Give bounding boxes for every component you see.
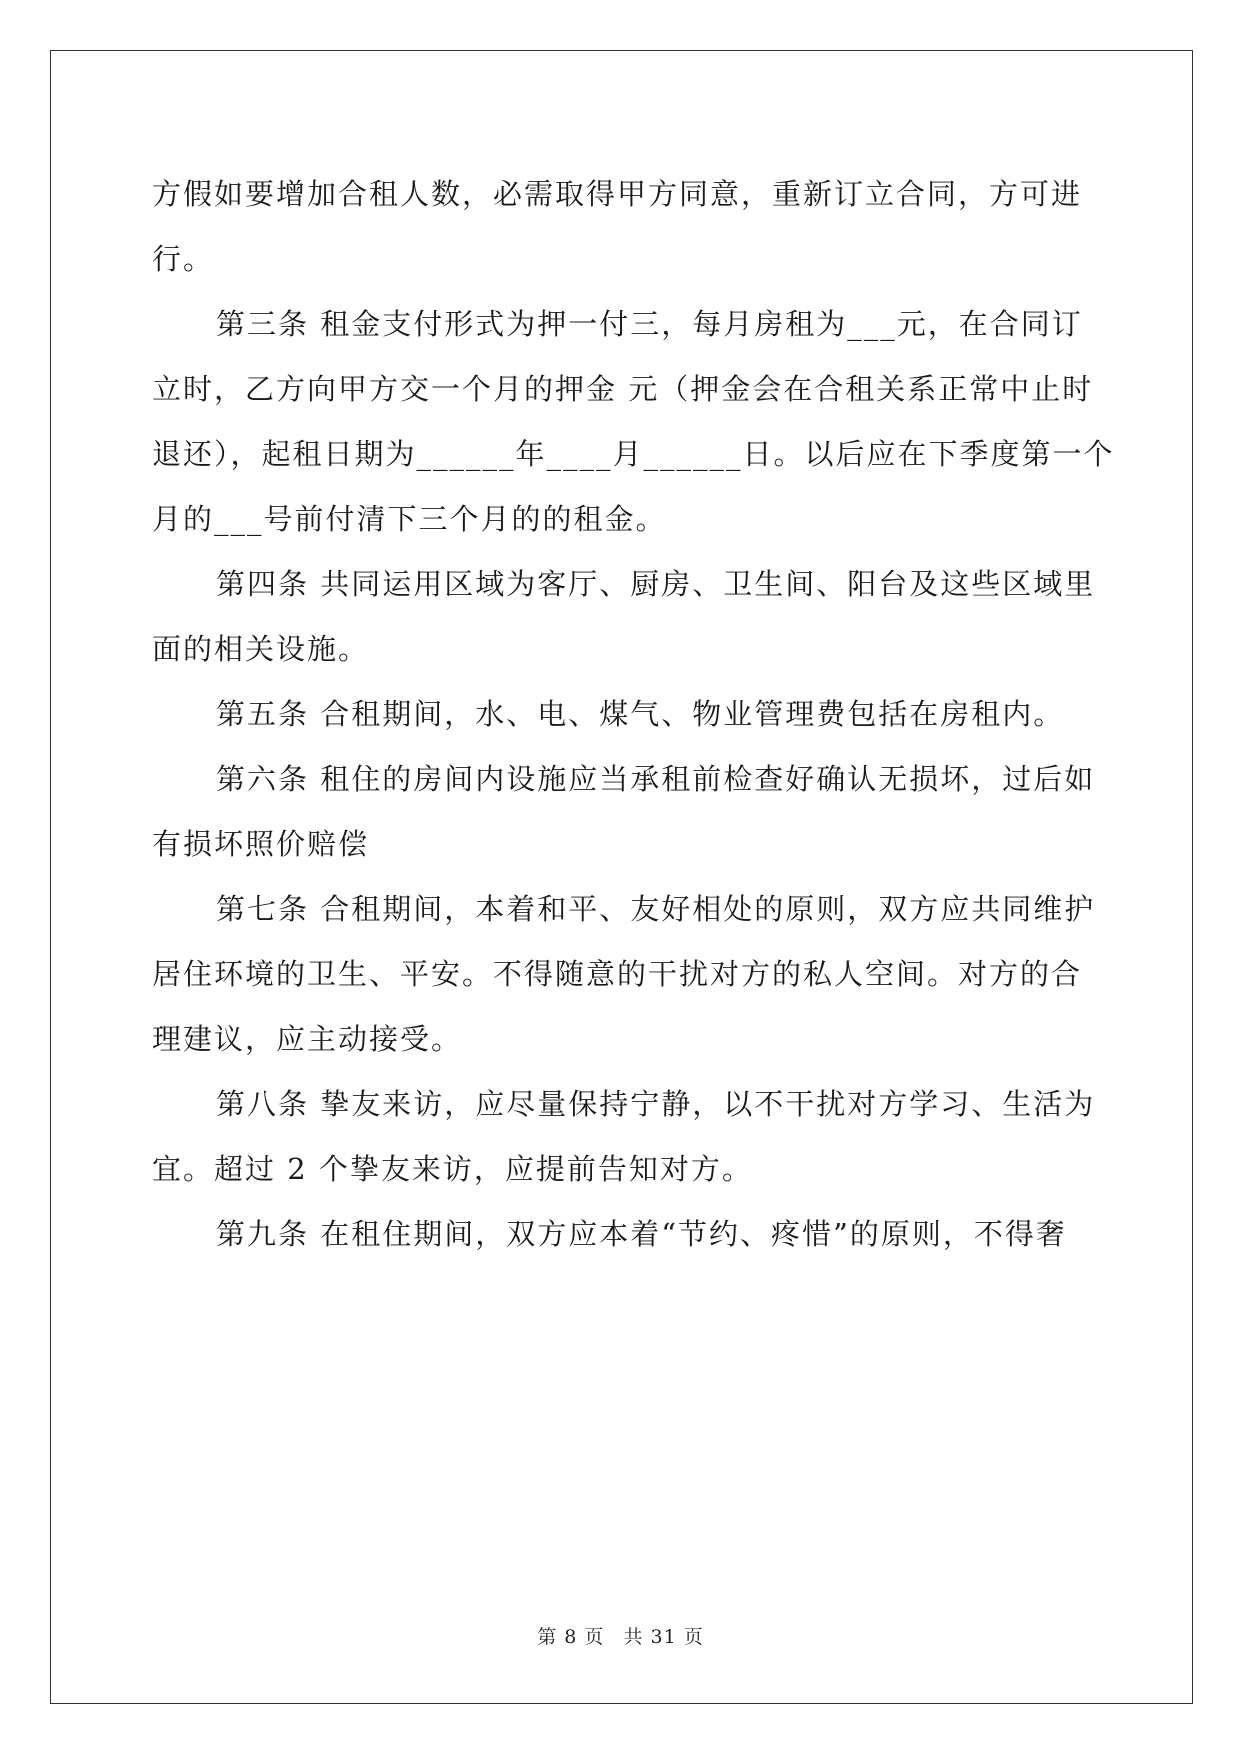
page-number: 第 8 页 bbox=[537, 1626, 605, 1648]
text-line: 宜。超过 2 个挚友来访，应提前告知对方。 bbox=[152, 1152, 753, 1186]
page-total: 共 31 页 bbox=[623, 1626, 704, 1648]
text-line: 行。 bbox=[152, 242, 215, 276]
text-line: 方假如要增加合租人数，必需取得甲方同意，重新订立合同，方可进 bbox=[152, 177, 1083, 211]
text-line: 第五条 合租期间，水、电、煤气、物业管理费包括在房租内。 bbox=[216, 697, 1065, 731]
contract-text bbox=[152, 162, 1115, 1267]
text-line: 第三条 租金支付形式为押一付三，每月房租为___元，在合同订 bbox=[216, 307, 1083, 341]
text-line: 第七条 合租期间，本着和平、友好相处的原则，双方应共同维护 bbox=[216, 892, 1096, 926]
text-line: 立时，乙方向甲方交一个月的押金 元（押金会在合租关系正常中止时 bbox=[152, 372, 1094, 406]
text-line: 月的___号前付清下三个月的的租金。 bbox=[152, 502, 667, 536]
text-line: 居住环境的卫生、平安。不得随意的干扰对方的私人空间。对方的合 bbox=[152, 957, 1083, 991]
text-line: 面的相关设施。 bbox=[152, 632, 370, 666]
text-line: 第六条 租住的房间内设施应当承租前检查好确认无损坏，过后如 bbox=[216, 762, 1096, 796]
document-body bbox=[152, 162, 1115, 1267]
text-line: 有损坏照价赔偿 bbox=[152, 827, 370, 861]
text-line: 理建议，应主动接受。 bbox=[152, 1022, 463, 1056]
text-line: 第九条 在租住期间，双方应本着“节约、疼惜”的原则，不得奢 bbox=[216, 1217, 1067, 1251]
page-footer bbox=[0, 1622, 1241, 1649]
text-line: 第四条 共同运用区域为客厅、厨房、卫生间、阳台及这些区域里 bbox=[216, 567, 1096, 601]
text-line: 第八条 挚友来访，应尽量保持宁静，以不干扰对方学习、生活为 bbox=[216, 1087, 1096, 1121]
text-line: 退还），起租日期为______年____月______日。以后应在下季度第一个 bbox=[152, 437, 1115, 471]
